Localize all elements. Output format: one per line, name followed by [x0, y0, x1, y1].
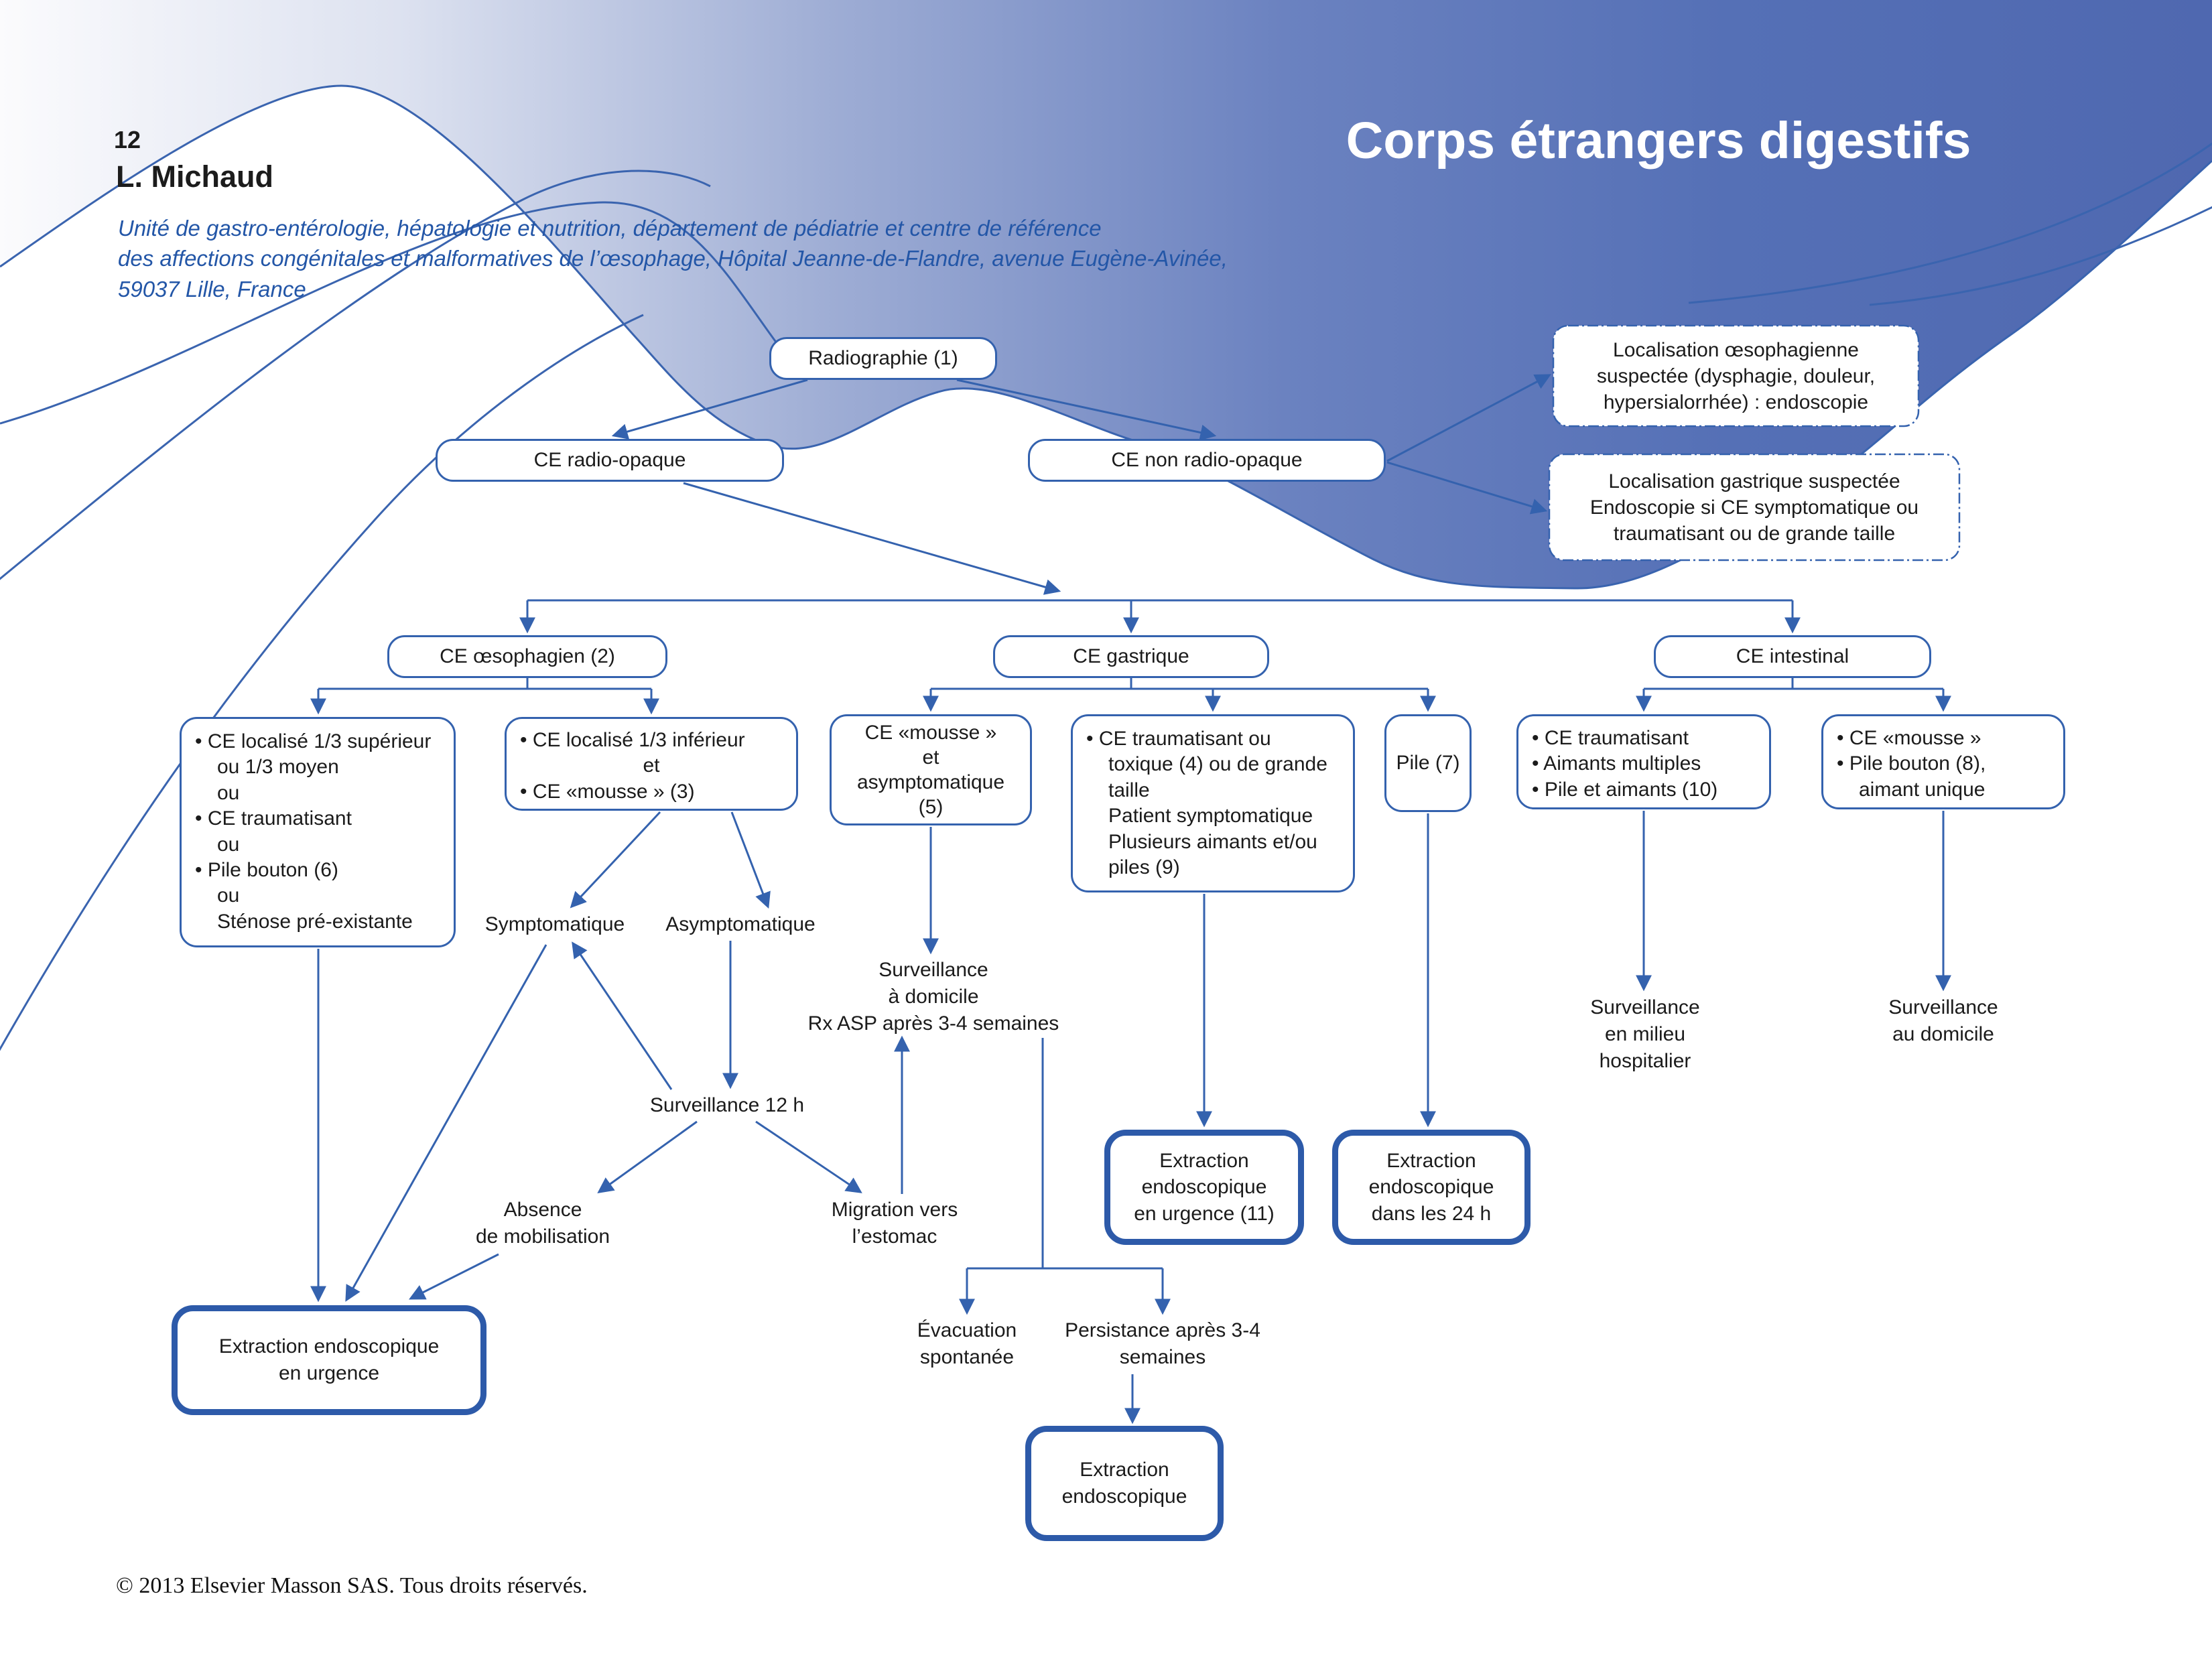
text-line: Localisation œsophagienne: [1613, 338, 1859, 361]
text-line: Patient symptomatique: [1108, 805, 1313, 827]
text-line: • CE traumatisant: [195, 807, 352, 830]
text-line: endoscopique: [1141, 1176, 1267, 1199]
node-localisation-oesophagienne: [1553, 326, 1918, 426]
text-line: au domicile: [1892, 1022, 1994, 1045]
label-asymptomatique: Asymptomatique: [665, 913, 816, 935]
text-line: hospitalier: [1599, 1049, 1691, 1072]
node-intestinal-mousse: [1821, 714, 2065, 809]
label-surveillance-domicile: [797, 957, 1069, 1037]
text-line: aimant unique: [1859, 778, 1986, 801]
label-surveillance-12h: Surveillance 12 h: [649, 1094, 805, 1116]
label-surveillance-au-domicile: [1860, 994, 2027, 1048]
node-radiographie: Radiographie (1): [769, 337, 997, 380]
text-line: piles (9): [1108, 856, 1180, 878]
affiliation-line: Unité de gastro-entérologie, hépatologie et nutrition, département de pédiatrie et centre de référence: [118, 216, 1102, 241]
label-persistance: [1052, 1317, 1273, 1371]
text-line: et: [643, 754, 660, 777]
text-line: à domicile: [888, 985, 979, 1008]
text-line: ou: [217, 781, 240, 804]
text-line: endoscopique: [1368, 1176, 1494, 1199]
node-pile: Pile (7): [1384, 714, 1472, 812]
label-surveillance-hospitaliere: [1561, 994, 1729, 1075]
text-line: dans les 24 h: [1371, 1202, 1492, 1225]
text-line: CE «mousse »: [864, 721, 997, 744]
text-line: Endoscopie si CE symptomatique ou: [1589, 496, 1919, 519]
text-line: Rx ASP après 3-4 semaines: [807, 1012, 1059, 1035]
text-line: • Pile bouton (6): [195, 858, 338, 881]
node-oesophagien-inferieur: [505, 717, 798, 811]
text-line: Persistance après 3-4: [1065, 1319, 1260, 1341]
node-ce-intestinal: CE intestinal: [1654, 635, 1931, 678]
text-line: asymptomatique: [856, 771, 1005, 793]
text-line: et: [922, 746, 939, 769]
text-line: Surveillance: [1590, 996, 1700, 1018]
affiliation-line: des affections congénitales et malformatives de l’œsophage, Hôpital Jeanne-de-Flandre, avenue Eugène-Avinée,: [118, 246, 1228, 271]
text-line: • CE localisé 1/3 inférieur: [520, 729, 745, 751]
text-line: (5): [918, 796, 944, 819]
node-ce-mousse-asymptomatique: [830, 714, 1032, 825]
text-line: endoscopique: [1061, 1485, 1187, 1508]
label-symptomatique: Symptomatique: [484, 913, 625, 935]
text-line: en urgence: [278, 1362, 380, 1384]
label-migration-estomac: [813, 1197, 976, 1250]
node-ce-traumatisant-gastrique: [1071, 714, 1355, 892]
text-line: de mobilisation: [475, 1225, 610, 1248]
affiliation-line: 59037 Lille, France: [118, 276, 306, 302]
node-extraction-urgence-11: [1104, 1130, 1304, 1245]
text-line: suspectée (dysphagie, douleur,: [1596, 364, 1876, 387]
node-intestinal-traumatisant: [1516, 714, 1771, 809]
text-line: semaines: [1119, 1345, 1206, 1368]
text-line: spontanée: [919, 1345, 1015, 1368]
text-line: • Pile et aimants (10): [1532, 778, 1718, 801]
node-ce-oesophagien: CE œsophagien (2): [387, 635, 667, 678]
text-line: Extraction: [1159, 1149, 1249, 1172]
text-line: en milieu: [1604, 1022, 1686, 1045]
text-line: Absence: [503, 1199, 582, 1221]
text-line: • CE «mousse » (3): [520, 780, 695, 803]
text-line: en urgence (11): [1134, 1202, 1275, 1225]
page-number: 12: [114, 126, 141, 153]
node-ce-gastrique: CE gastrique: [993, 635, 1269, 678]
page-title: Corps étrangers digestifs: [1346, 112, 1971, 170]
text-line: • CE localisé 1/3 supérieur: [195, 730, 432, 752]
node-oesophagien-superieur: [180, 717, 456, 947]
text-line: Surveillance: [1888, 996, 1998, 1018]
text-line: hypersialorrhée) : endoscopie: [1603, 391, 1869, 413]
text-line: traumatisant ou de grande taille: [1613, 522, 1896, 545]
node-extraction-urgence: [172, 1305, 486, 1415]
text-line: • CE traumatisant ou: [1086, 728, 1271, 750]
text-line: • CE «mousse »: [1837, 727, 1981, 749]
text-line: • CE traumatisant: [1532, 727, 1689, 749]
text-line: taille: [1108, 779, 1150, 801]
text-line: • Pile bouton (8),: [1837, 752, 1986, 775]
text-line: Migration vers: [831, 1199, 958, 1221]
text-line: ou: [217, 884, 240, 907]
text-line: Surveillance: [879, 959, 988, 981]
node-extraction-24h: [1332, 1130, 1531, 1245]
node-ce-non-radio-opaque: CE non radio-opaque: [1028, 439, 1386, 482]
text-line: • Aimants multiples: [1532, 752, 1701, 775]
node-extraction-endoscopique: [1025, 1426, 1224, 1541]
text-line: Évacuation: [917, 1319, 1017, 1341]
text-line: Extraction: [1386, 1149, 1476, 1172]
copyright-notice: © 2013 Elsevier Masson SAS. Tous droits réservés.: [116, 1573, 588, 1598]
author-name: L. Michaud: [116, 159, 273, 194]
node-ce-radio-opaque: CE radio-opaque: [436, 439, 784, 482]
node-localisation-gastrique: [1549, 454, 1959, 560]
text-line: Extraction: [1080, 1459, 1169, 1481]
text-line: Extraction endoscopique: [218, 1335, 440, 1358]
author-affiliation: [118, 216, 1228, 307]
text-line: Sténose pré-existante: [217, 910, 413, 933]
label-evacuation-spontanee: [887, 1317, 1047, 1371]
text-line: l’estomac: [852, 1225, 937, 1248]
text-line: Localisation gastrique suspectée: [1608, 470, 1900, 492]
text-line: toxique (4) ou de grande: [1108, 753, 1327, 776]
text-line: ou: [217, 833, 240, 856]
label-absence-mobilisation: [461, 1197, 625, 1250]
text-line: Plusieurs aimants et/ou: [1108, 830, 1317, 853]
text-line: ou 1/3 moyen: [217, 756, 339, 779]
